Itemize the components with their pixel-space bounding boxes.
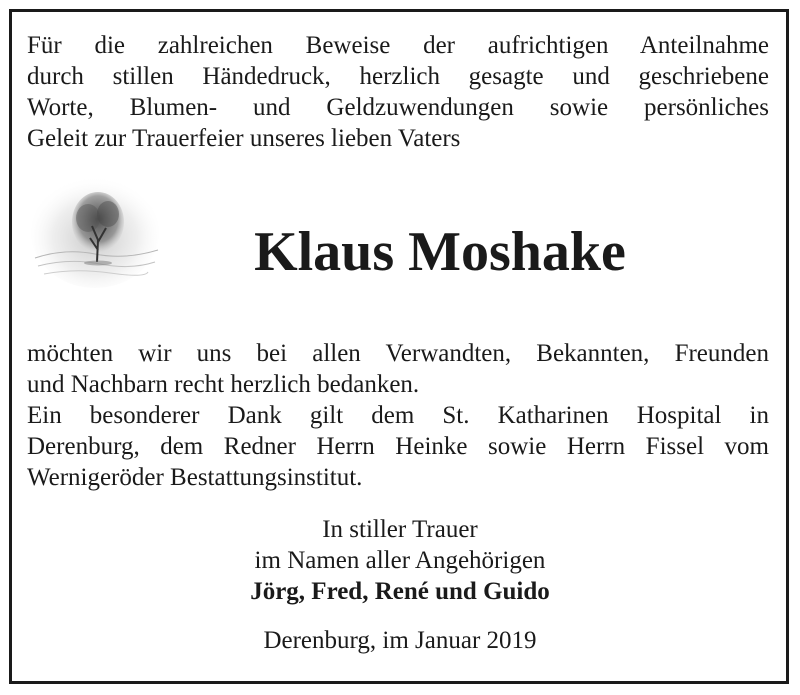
thanks-line: Wernigeröder Bestattungsinstitut. bbox=[27, 464, 363, 491]
thanks-line: und Nachbarn recht herzlich bedanken. bbox=[27, 371, 420, 398]
thanks-paragraph bbox=[27, 338, 769, 493]
place-date: Derenburg, im Januar 2019 bbox=[263, 627, 537, 654]
thanks-line: Ein besonderer Dank gilt dem St. Katharinen Hospital in bbox=[27, 402, 769, 429]
intro-paragraph bbox=[27, 30, 769, 154]
intro-line: Geleit zur Trauerfeier unseres lieben Vaters bbox=[27, 125, 461, 152]
thanks-line: Derenburg, dem Redner Herrn Heinke sowie Herrn Fissel vom bbox=[27, 433, 769, 460]
intro-line: Worte, Blumen- und Geldzuwendungen sowie persönliches bbox=[27, 94, 769, 121]
signature-line-1: In stiller Trauer bbox=[322, 516, 478, 543]
thanks-line: möchten wir uns bei allen Verwandten, Bekannten, Freunden bbox=[27, 340, 769, 367]
signature-names: Jörg, Fred, René und Guido bbox=[250, 578, 550, 605]
signature-block bbox=[0, 514, 800, 607]
deceased-name: Klaus Moshake bbox=[254, 221, 626, 283]
intro-line: Für die zahlreichen Beweise der aufrichtigen Anteilnahme bbox=[27, 32, 769, 59]
intro-line: durch stillen Händedruck, herzlich gesagte und geschriebene bbox=[27, 63, 769, 90]
signature-line-2: im Namen aller Angehörigen bbox=[254, 547, 546, 574]
